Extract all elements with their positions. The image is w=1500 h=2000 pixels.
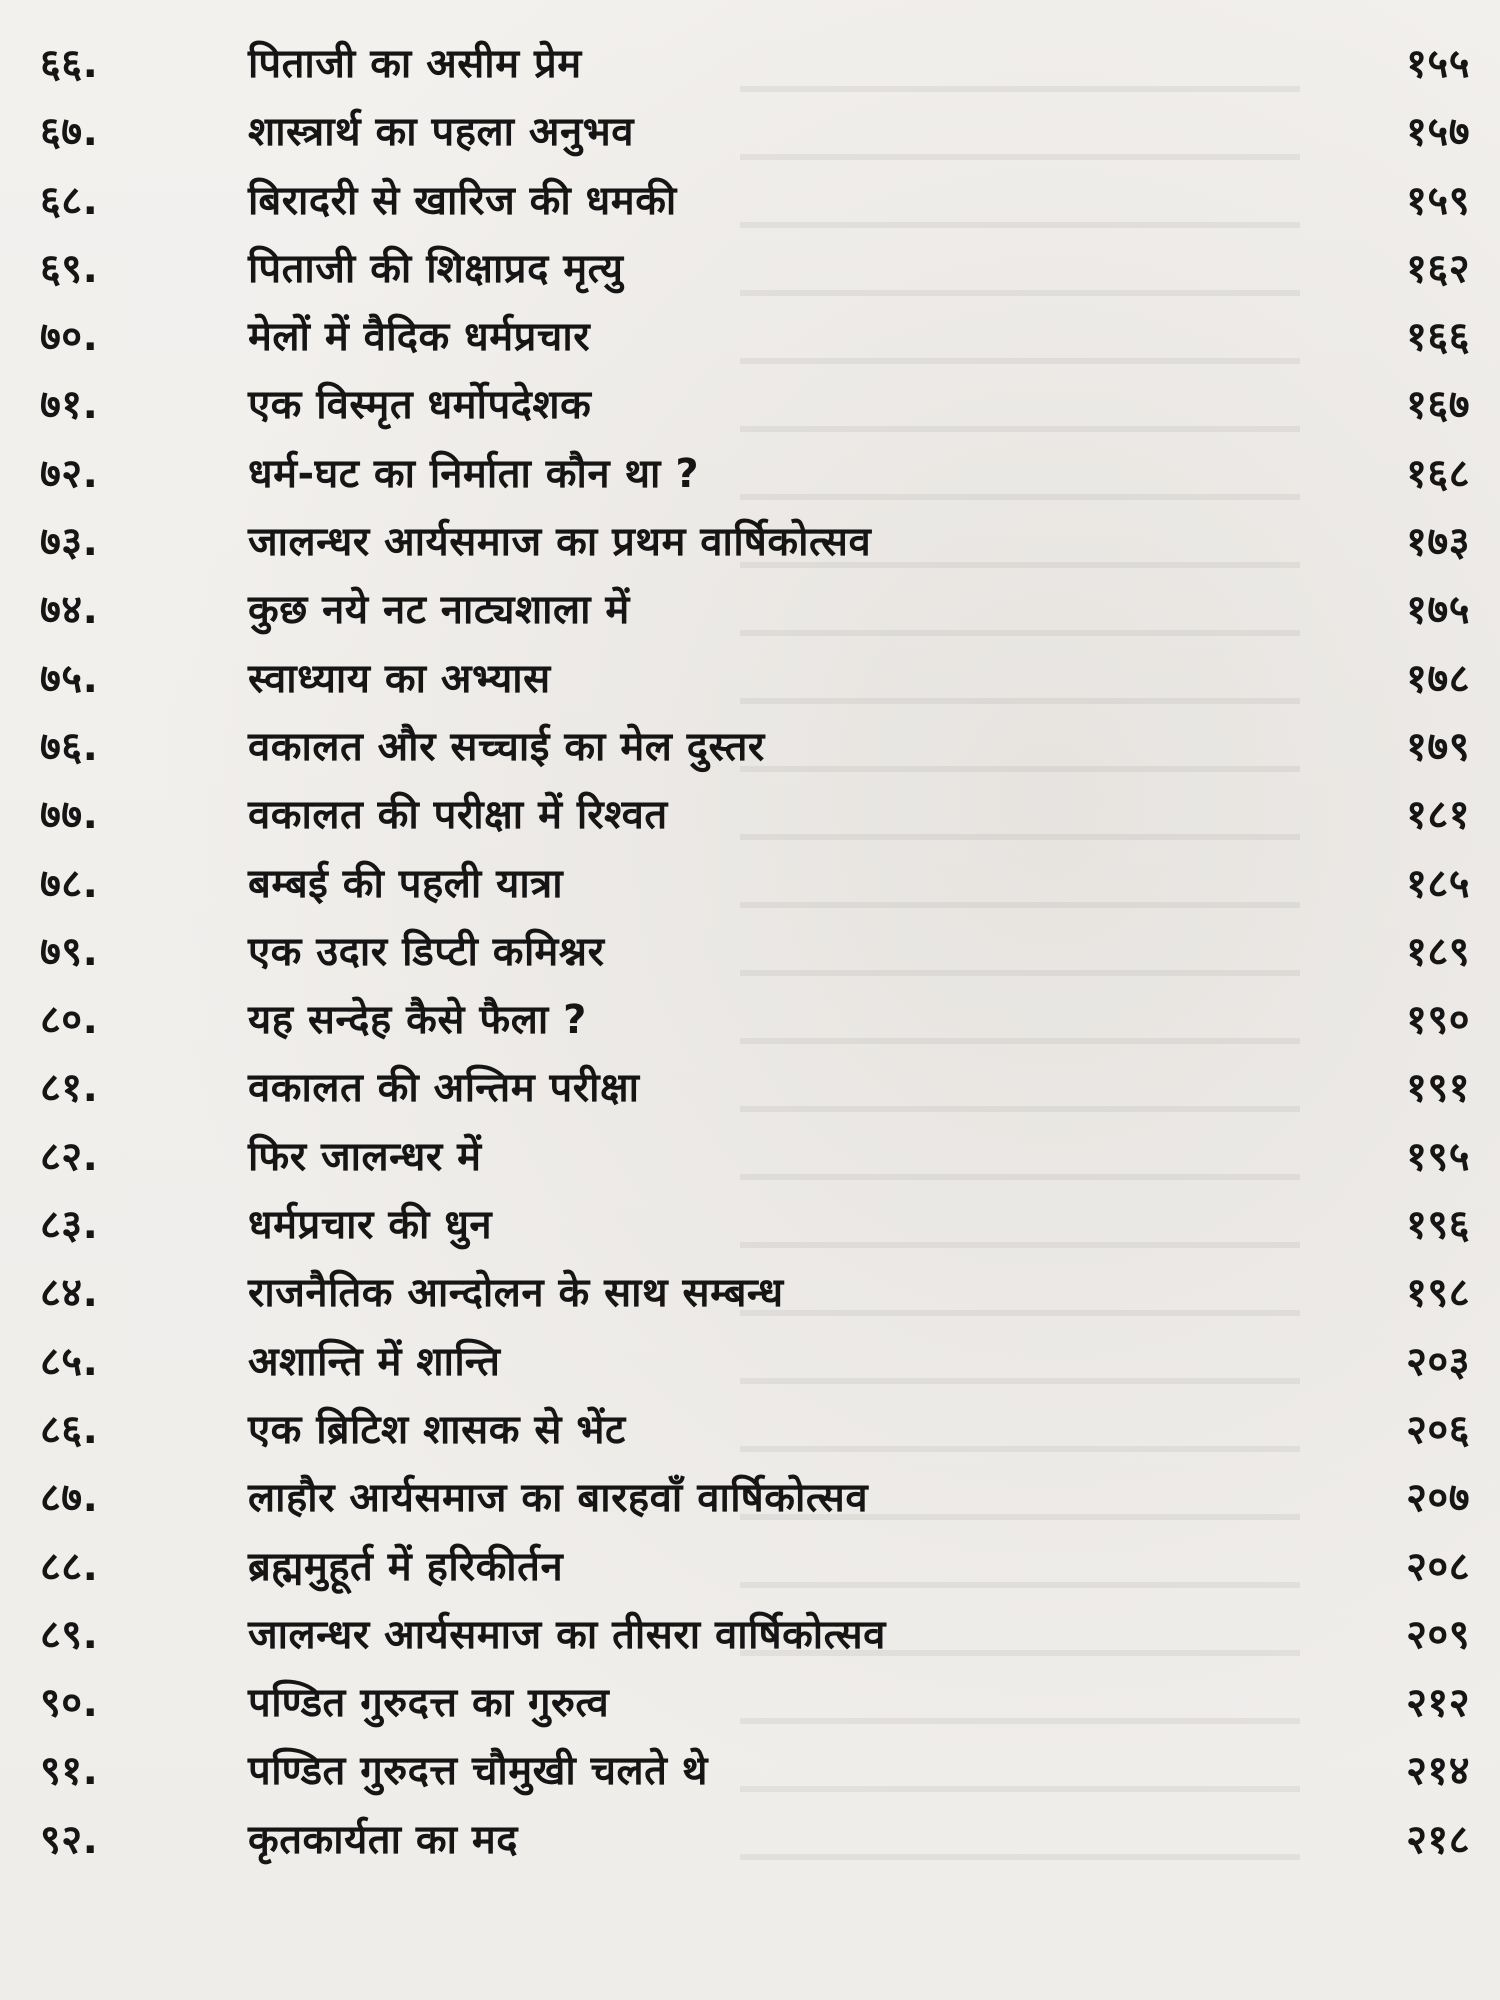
- page-number: १५७: [1406, 109, 1470, 156]
- page-number: १९०: [1406, 997, 1470, 1044]
- toc-entry: [0, 167, 1500, 235]
- toc-entry: [0, 781, 1500, 849]
- chapter-number: ८८.: [40, 1543, 99, 1590]
- chapter-number: ८०.: [40, 997, 99, 1044]
- chapter-title: अशान्ति में शान्ति: [248, 1338, 501, 1385]
- page-number: १६७: [1406, 382, 1470, 429]
- toc-entry: [0, 645, 1500, 713]
- toc-entry: [0, 98, 1500, 166]
- chapter-number: ६६.: [40, 41, 99, 87]
- chapter-title: एक विस्मृत धर्मोपदेशक: [248, 382, 592, 429]
- toc-entry: [0, 1328, 1500, 1396]
- chapter-number: ७२.: [40, 450, 99, 497]
- page-number: १५५: [1406, 41, 1470, 87]
- chapter-title: पिताजी का असीम प्रेम: [248, 41, 582, 87]
- toc-entry: [0, 1191, 1500, 1259]
- chapter-number: ७०.: [40, 314, 99, 361]
- page-number: २०७: [1406, 1475, 1470, 1522]
- chapter-number: ७८.: [40, 860, 99, 907]
- chapter-number: ६९.: [40, 245, 99, 292]
- chapter-number: ८३.: [40, 1202, 99, 1249]
- page-number: १७८: [1406, 655, 1470, 702]
- toc-entry: [0, 1669, 1500, 1737]
- toc-entry: [0, 713, 1500, 781]
- chapter-title: स्वाध्याय का अभ्यास: [248, 655, 551, 702]
- page-number: २०९: [1406, 1611, 1470, 1658]
- page-number: १७९: [1406, 723, 1470, 770]
- toc-entry: [0, 30, 1500, 98]
- chapter-number: ६७.: [40, 109, 99, 156]
- chapter-title: लाहौर आर्यसमाज का बारहवाँ वार्षिकोत्सव: [248, 1475, 869, 1522]
- toc-entry: [0, 1533, 1500, 1601]
- chapter-title: राजनैतिक आन्दोलन के साथ सम्बन्ध: [248, 1270, 784, 1317]
- chapter-title: धर्मप्रचार की धुन: [248, 1202, 493, 1249]
- chapter-number: ९२.: [40, 1816, 99, 1863]
- chapter-title: कृतकार्यता का मद: [248, 1816, 519, 1863]
- chapter-number: ७१.: [40, 382, 99, 429]
- page-number: १८१: [1406, 792, 1470, 839]
- chapter-number: ८९.: [40, 1611, 99, 1658]
- page-number: २०६: [1406, 1406, 1470, 1453]
- table-of-contents: [0, 30, 1500, 1874]
- chapter-title: ब्रह्ममुहूर्त में हरिकीर्तन: [248, 1543, 564, 1590]
- toc-entry: [0, 235, 1500, 303]
- page-number: १५९: [1406, 177, 1470, 224]
- toc-entry: [0, 918, 1500, 986]
- page-number: २१२: [1406, 1680, 1470, 1727]
- toc-entry: [0, 1259, 1500, 1327]
- page-number: १९५: [1406, 1133, 1470, 1180]
- chapter-title: मेलों में वैदिक धर्मप्रचार: [248, 314, 591, 361]
- chapter-number: ७९.: [40, 928, 99, 975]
- chapter-number: ८५.: [40, 1338, 99, 1385]
- chapter-title: कुछ नये नट नाट्यशाला में: [248, 587, 630, 634]
- page-number: १६६: [1406, 314, 1470, 361]
- toc-entry: [0, 576, 1500, 644]
- chapter-number: ८७.: [40, 1475, 99, 1522]
- toc-entry: [0, 508, 1500, 576]
- toc-entry: [0, 1396, 1500, 1464]
- page-number: १९१: [1406, 1065, 1470, 1112]
- chapter-title: यह सन्देह कैसे फैला ?: [248, 997, 587, 1044]
- chapter-title: पण्डित गुरुदत्त चौमुखी चलते थे: [248, 1748, 708, 1795]
- page-number: २०३: [1406, 1338, 1470, 1385]
- toc-entry: [0, 1601, 1500, 1669]
- toc-entry: [0, 1806, 1500, 1874]
- chapter-title: वकालत की अन्तिम परीक्षा: [248, 1065, 640, 1112]
- chapter-number: ९१.: [40, 1748, 99, 1795]
- chapter-number: ७४.: [40, 587, 99, 634]
- chapter-title: बिरादरी से खारिज की धमकी: [248, 177, 677, 224]
- page-number: १६२: [1406, 245, 1470, 292]
- chapter-title: पण्डित गुरुदत्त का गुरुत्व: [248, 1680, 610, 1727]
- toc-entry: [0, 371, 1500, 439]
- chapter-title: वकालत की परीक्षा में रिश्वत: [248, 792, 668, 839]
- toc-entry: [0, 1464, 1500, 1532]
- chapter-number: ७७.: [40, 792, 99, 839]
- toc-entry: [0, 850, 1500, 918]
- chapter-title: एक ब्रिटिश शासक से भेंट: [248, 1406, 626, 1453]
- toc-entry: [0, 986, 1500, 1054]
- toc-entry: [0, 303, 1500, 371]
- chapter-title: शास्त्रार्थ का पहला अनुभव: [248, 109, 635, 156]
- chapter-number: ८२.: [40, 1133, 99, 1180]
- page-number: १९६: [1406, 1202, 1470, 1249]
- page-number: २०८: [1406, 1543, 1470, 1590]
- chapter-number: ८४.: [40, 1270, 99, 1317]
- chapter-number: ८६.: [40, 1406, 99, 1453]
- page-number: २१८: [1406, 1816, 1470, 1863]
- page-number: १८९: [1406, 928, 1470, 975]
- page-number: १७३: [1406, 519, 1470, 566]
- toc-entry: [0, 1054, 1500, 1122]
- toc-entry: [0, 440, 1500, 508]
- chapter-number: ७५.: [40, 655, 99, 702]
- chapter-title: बम्बई की पहली यात्रा: [248, 860, 564, 907]
- page-number: १९८: [1406, 1270, 1470, 1317]
- chapter-number: ९०.: [40, 1680, 99, 1727]
- chapter-title: धर्म-घट का निर्माता कौन था ?: [248, 450, 700, 497]
- chapter-number: ८१.: [40, 1065, 99, 1112]
- page-number: १६८: [1406, 450, 1470, 497]
- page-number: २१४: [1406, 1748, 1470, 1795]
- chapter-title: जालन्धर आर्यसमाज का तीसरा वार्षिकोत्सव: [248, 1611, 886, 1658]
- toc-entry: [0, 1123, 1500, 1191]
- chapter-number: ७६.: [40, 723, 99, 770]
- chapter-number: ६८.: [40, 177, 99, 224]
- chapter-title: एक उदार डिप्टी कमिश्नर: [248, 928, 605, 975]
- page-number: १८५: [1406, 860, 1470, 907]
- page-number: १७५: [1406, 587, 1470, 634]
- toc-entry: [0, 1737, 1500, 1805]
- chapter-number: ७३.: [40, 519, 99, 566]
- chapter-title: जालन्धर आर्यसमाज का प्रथम वार्षिकोत्सव: [248, 519, 872, 566]
- chapter-title: फिर जालन्धर में: [248, 1133, 482, 1180]
- chapter-title: पिताजी की शिक्षाप्रद मृत्यु: [248, 245, 624, 292]
- chapter-title: वकालत और सच्चाई का मेल दुस्तर: [248, 723, 765, 770]
